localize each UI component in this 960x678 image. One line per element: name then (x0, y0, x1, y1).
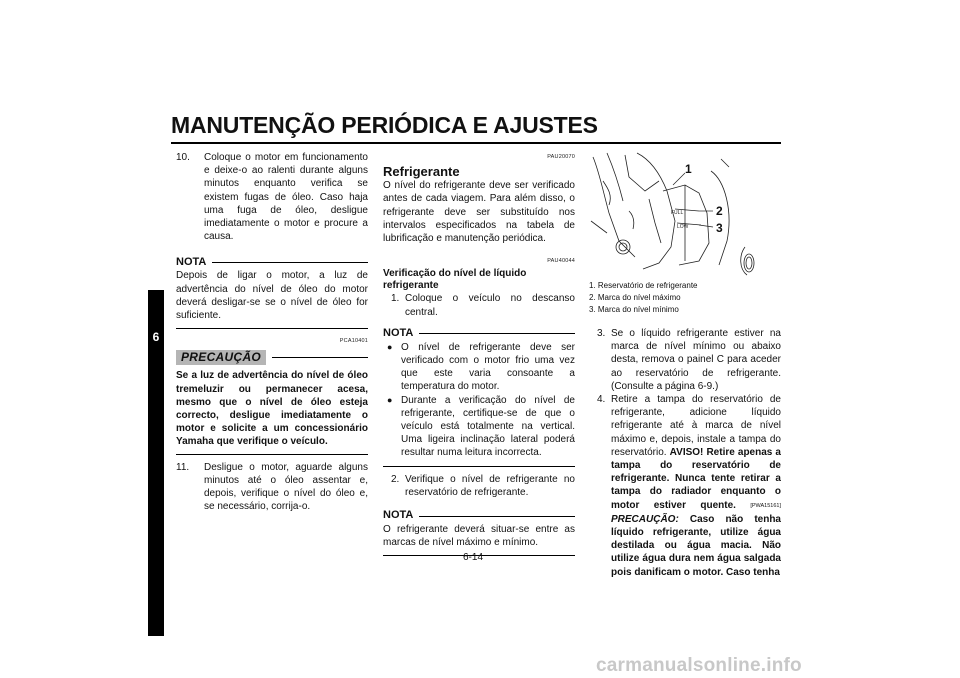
step-number: 4. (597, 394, 606, 406)
step-number: 3. (597, 328, 606, 339)
bullet-dot: ● (387, 341, 393, 352)
step-text: Coloque o motor em funcionamento e deixe-o ao ralenti durante alguns minutos enquanto verifica se existem fugas de óleo. Caso haja uma fuga de óleo, desligue imediatamente o motor e procure a causa. (204, 152, 368, 243)
caution-inline-text: Caso não tenha líquido refrigerante, utilize água destilada ou água macia. Não utilize água dura nem água salgada pois danificam o motor. Caso tenha (611, 513, 781, 578)
caution-heading (176, 348, 368, 366)
page-title: MANUTENÇÃO PERIÓDICA E AJUSTES (171, 112, 598, 138)
note-label: NOTA (176, 255, 207, 268)
coolant-reservoir-figure (589, 151, 781, 279)
caption-3: 3. Marca do nível mínimo (589, 305, 679, 314)
right-column (589, 327, 781, 579)
note-heading (383, 509, 575, 523)
step-text: Coloque o veículo no descanso central. (405, 293, 575, 318)
watermark: carmanualsonline.info (596, 655, 802, 676)
full-mark-label: FULL (671, 210, 684, 216)
note-label: NOTA (383, 509, 414, 522)
section-intro: O nível do refrigerante deve ser verificado antes de cada viagem. Para além disso, o refrigerante deve ser substituído nos intervalos especificados na tabela de lubrificação e manutenção periódica. (383, 180, 575, 245)
figure-captions (589, 280, 781, 316)
middle-column (383, 151, 575, 556)
section-title: Refrigerante (383, 164, 460, 180)
caption-2: 2. Marca do nível máximo (589, 293, 681, 302)
note-bullet (383, 341, 575, 394)
reservoir-illustration (589, 151, 781, 279)
callout-2: 2 (716, 204, 723, 218)
step-4-warning: AVISO! Retire apenas a tampa do reservatório de refrigerante. Nunca tente retirar a tampa do radiador enquanto o motor estiver quente. (611, 446, 781, 511)
caution-label: PRECAUÇÃO (176, 350, 266, 365)
step-text: Se o líquido refrigerante estiver na marca de nível mínimo ou abaixo desta, remova o painel C para aceder ao reservatório de refrigerante. (Consulte a página 6-9.) (611, 328, 781, 392)
step-number: 1. (391, 293, 400, 305)
callout-1: 1 (685, 162, 692, 176)
page-number: 6-14 (463, 552, 484, 563)
title-rule (171, 142, 781, 144)
caption-1: 1. Reservatório de refrigerante (589, 281, 698, 290)
step-text: Verifique o nível de refrigerante no reservatório de refrigerante. (405, 473, 575, 498)
callout-3: 3 (716, 221, 723, 235)
note-heading (176, 255, 368, 269)
chapter-tab-number: 6 (152, 330, 160, 344)
step-text: Desligue o motor, aguarde alguns minutos até o óleo assentar e, depois, verifique o nível do óleo e, se necessário, corrija-o. (204, 461, 368, 513)
step-1 (383, 292, 575, 318)
step-number: 2. (391, 473, 400, 485)
step-11 (176, 461, 368, 514)
bullet-text: Durante a verificação do nível de refrigerante, certifique-se de que o veículo está totalmente na vertical. Uma ligeira inclinação lateral poderá resultar numa leitura incorrecta. (401, 394, 575, 459)
caution-code: PCA10401 (339, 338, 368, 345)
low-mark-label: LOW (677, 224, 689, 230)
step-number: 11. (176, 461, 190, 473)
note-bullet (383, 394, 575, 460)
step-3 (589, 327, 781, 393)
section-code: PAU20070 (547, 154, 575, 160)
note-heading (383, 327, 575, 341)
warning-code: [PWA15161] (750, 502, 781, 509)
subsection-title: Verificação do nível de líquido refrigerante (383, 268, 527, 292)
caution-inline-label: PRECAUÇÃO: (611, 513, 679, 525)
left-column (176, 151, 368, 513)
step-4 (589, 393, 781, 579)
note-label: NOTA (383, 327, 414, 340)
note-text: Depois de ligar o motor, a luz de advertência do nível de óleo do motor deverá desligar-se se o nível de óleo for suficiente. (176, 270, 368, 322)
caution-text: Se a luz de advertência do nível de óleo tremeluzir ou permanecer acesa, mesmo que o nível de óleo esteja correcto, desligue imediatamente o motor e solicite a um concessionário Yamaha que verifique o veículo. (176, 370, 368, 448)
step-2 (383, 473, 575, 499)
step-4-text: Retire a tampa do reservatório de refrigerante, adicione líquido refrigerante até à marca de nível máximo e, depois, instale a tampa do reservatório. (611, 394, 781, 458)
bullet-dot: ● (387, 394, 393, 405)
bullet-text: O nível de refrigerante deve ser verificado com o motor frio uma vez que este varia consoante a temperatura do motor. (401, 341, 575, 393)
step-number: 10. (176, 152, 190, 163)
step-10 (176, 151, 368, 243)
note-text: O refrigerante deverá situar-se entre as marcas de nível máximo e mínimo. (383, 524, 575, 549)
subsection-code: PAU40044 (547, 258, 575, 265)
step-text (611, 393, 781, 579)
